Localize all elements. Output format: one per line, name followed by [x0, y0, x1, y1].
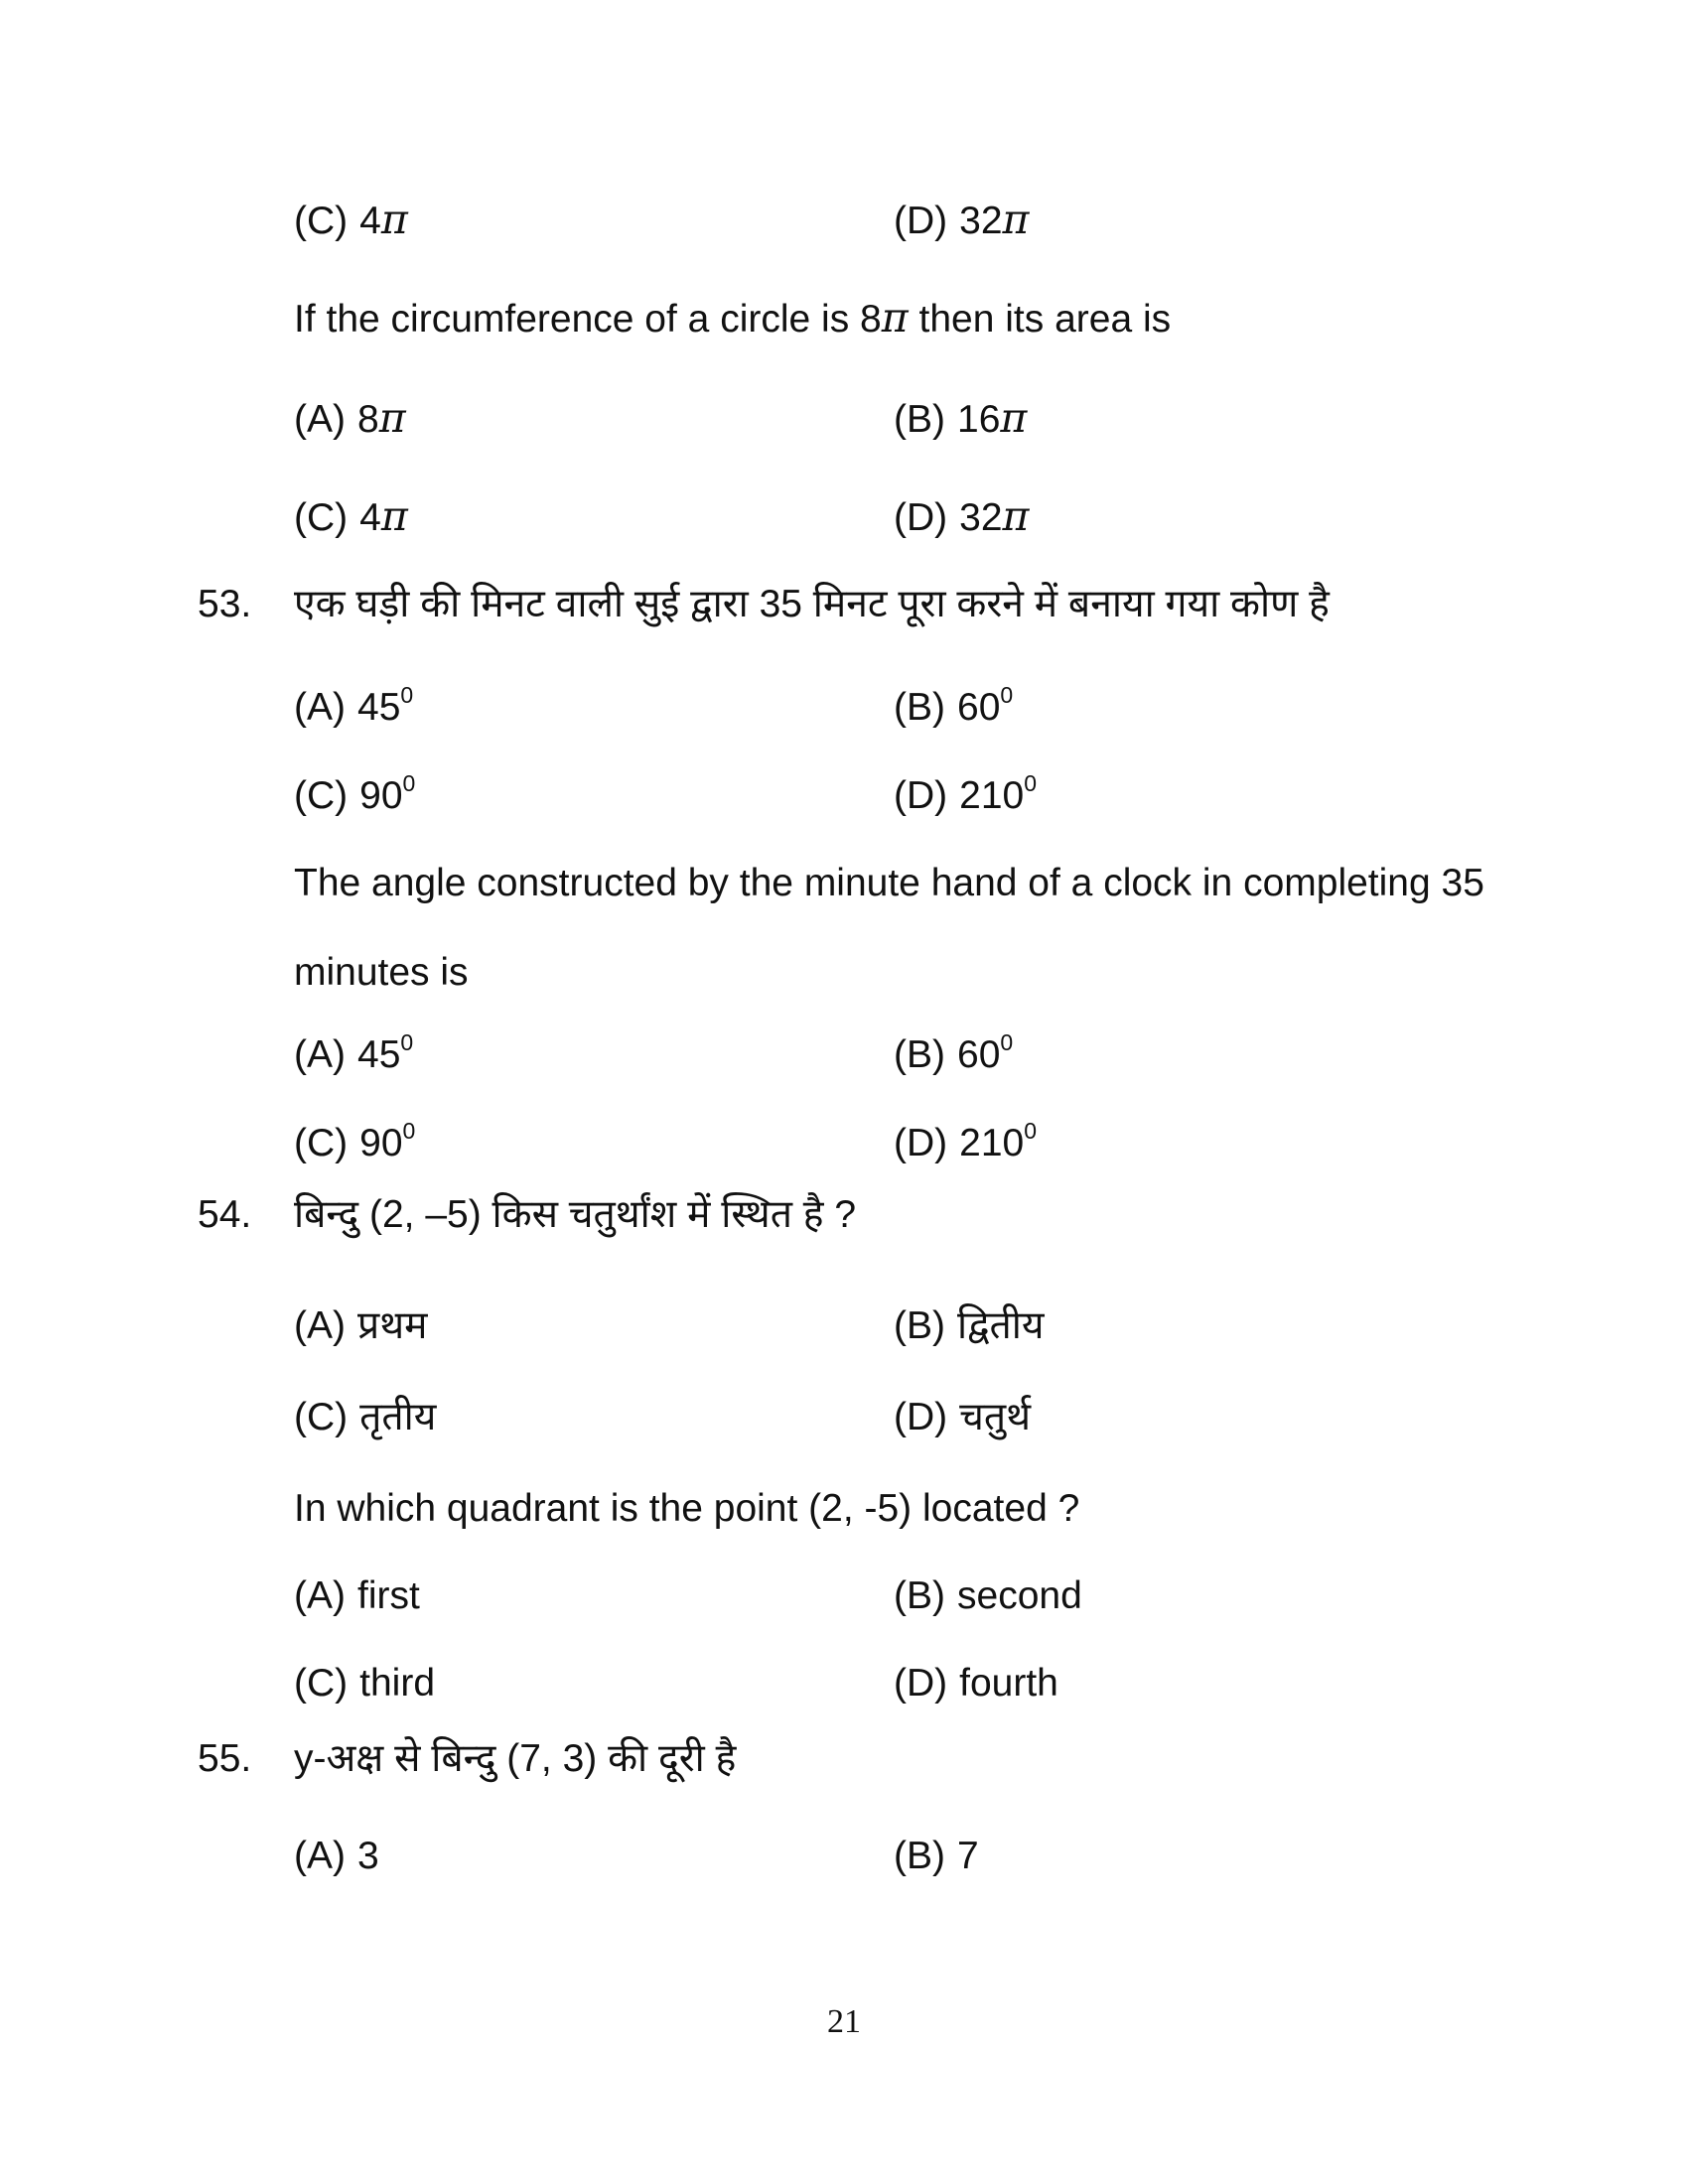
option-label: (B): [894, 1304, 945, 1347]
option-label: (D): [894, 1662, 948, 1705]
question-53-text-hindi: एक घड़ी की मिनट वाली सुई द्वारा 35 मिनट पूरा करने में बनाया गया कोण है: [294, 583, 1330, 625]
option-value: 90: [359, 774, 403, 817]
pi-symbol: π: [380, 492, 408, 540]
option-label: (B): [894, 1574, 945, 1617]
q53-en-option-d: [894, 1118, 1038, 1164]
q53-en-option-b: [894, 1029, 1014, 1076]
option-value: 4: [359, 200, 381, 242]
option-value: 32: [959, 200, 1003, 242]
option-label: (A): [294, 1574, 346, 1617]
option-label: (D): [894, 200, 948, 242]
cont-question-english: [294, 294, 1171, 343]
cont-option-row-ab: [294, 394, 1027, 444]
q54-hindi-option-row-ab: [294, 1302, 1044, 1350]
option-superscript: 0: [402, 770, 416, 796]
q53-hi-option-c: [294, 772, 894, 820]
option-label: (D): [894, 1396, 948, 1438]
option-label: (B): [894, 1033, 945, 1076]
pi-symbol: π: [380, 196, 408, 243]
question-53-english-line2: minutes is: [294, 951, 469, 994]
q53-en-option-a: [294, 1031, 894, 1079]
q54-en-option-c: [294, 1660, 894, 1707]
q54-english-option-row-ab: [294, 1572, 1082, 1620]
question-53-hindi-row: [198, 581, 1330, 628]
q55-option-a: [294, 1833, 894, 1880]
option-value: 32: [959, 496, 1003, 539]
q53-en-option-c: [294, 1120, 894, 1167]
q54-en-option-d: [894, 1662, 1058, 1705]
option-value: द्वितीय: [957, 1304, 1045, 1347]
cont-option-b: [894, 394, 1028, 442]
cont-option-d-top: [894, 196, 1030, 243]
question-53-english-line1: The angle constructed by the minute hand of a clock in completing 35: [294, 862, 1484, 904]
question-54-text-hindi: बिन्दु (2, –5) किस चतुर्थांश में स्थित है ?: [294, 1193, 857, 1236]
option-label: (A): [294, 1835, 346, 1877]
option-value: 210: [959, 1122, 1025, 1164]
option-superscript: 0: [1024, 770, 1038, 796]
option-superscript: 0: [1000, 682, 1014, 708]
option-value: third: [359, 1662, 436, 1705]
q54-hindi-option-row-cd: [294, 1394, 1031, 1441]
option-value: 4: [359, 496, 381, 539]
q54-en-option-b: [894, 1574, 1082, 1617]
option-label: (B): [894, 686, 945, 729]
option-label: (A): [294, 398, 346, 441]
cont-option-c-top: [294, 196, 894, 245]
option-value: 60: [957, 1033, 1001, 1076]
pi-symbol: π: [1002, 196, 1030, 243]
option-value: 45: [357, 1033, 401, 1076]
question-55-hindi-row: [198, 1735, 736, 1783]
option-label: (C): [294, 774, 349, 817]
option-value: 90: [359, 1122, 403, 1164]
option-label: (D): [894, 774, 948, 817]
q54-english-option-row-cd: [294, 1660, 1058, 1707]
option-label: (D): [894, 1122, 948, 1164]
page-number: 21: [827, 2003, 861, 2040]
option-value: fourth: [959, 1662, 1058, 1705]
option-label: (A): [294, 1304, 346, 1347]
option-superscript: 0: [402, 1118, 416, 1144]
q53-hi-option-a: [294, 684, 894, 732]
q54-hi-option-b: [894, 1304, 1044, 1347]
option-label: (A): [294, 1033, 346, 1076]
option-value: 3: [357, 1835, 379, 1877]
cont-option-row-cd-top: [294, 196, 1029, 245]
option-value: 8: [357, 398, 379, 441]
question-55-number: 55.: [198, 1737, 252, 1780]
question-text-part: then its area is: [908, 298, 1172, 341]
option-label: (A): [294, 686, 346, 729]
q53-hi-option-d: [894, 770, 1038, 817]
question-54-english: In which quadrant is the point (2, -5) located ?: [294, 1487, 1080, 1530]
option-superscript: 0: [1000, 1029, 1014, 1055]
pi-symbol: π: [378, 394, 406, 442]
q53-english-option-row-ab: [294, 1031, 1013, 1079]
pi-symbol: π: [881, 294, 909, 341]
q55-option-b: [894, 1835, 979, 1877]
q53-hi-option-b: [894, 682, 1014, 729]
option-value: 60: [957, 686, 1001, 729]
option-value: 210: [959, 774, 1025, 817]
option-label: (C): [294, 200, 349, 242]
q54-hi-option-a: [294, 1302, 894, 1350]
option-label: (C): [294, 1662, 349, 1705]
q53-hindi-option-row-ab: [294, 684, 1013, 732]
option-label: (C): [294, 1122, 349, 1164]
cont-option-d: [894, 492, 1030, 540]
option-superscript: 0: [400, 1029, 414, 1055]
option-label: (B): [894, 398, 945, 441]
option-label: (C): [294, 496, 349, 539]
q53-english-option-row-cd: [294, 1120, 1037, 1167]
option-value: तृतीय: [359, 1396, 437, 1438]
question-54-hindi-row: [198, 1191, 856, 1239]
option-value: second: [957, 1574, 1082, 1617]
q53-hindi-option-row-cd: [294, 772, 1037, 820]
q54-en-option-a: [294, 1572, 894, 1620]
q54-hi-option-d: [894, 1396, 1031, 1438]
pi-symbol: π: [1000, 394, 1028, 442]
option-label: (C): [294, 1396, 349, 1438]
option-superscript: 0: [400, 682, 414, 708]
q54-hi-option-c: [294, 1394, 894, 1441]
cont-option-row-cd: [294, 492, 1029, 542]
option-value: चतुर्थ: [959, 1396, 1032, 1438]
pi-symbol: π: [1002, 492, 1030, 540]
option-label: (D): [894, 496, 948, 539]
q55-option-row-ab: [294, 1833, 979, 1880]
option-value: 45: [357, 686, 401, 729]
option-value: 16: [957, 398, 1001, 441]
cont-option-c: [294, 492, 894, 542]
question-54-number: 54.: [198, 1193, 252, 1236]
option-value: 7: [957, 1835, 979, 1877]
option-label: (B): [894, 1835, 945, 1877]
option-superscript: 0: [1024, 1118, 1038, 1144]
question-55-text-hindi: y-अक्ष से बिन्दु (7, 3) की दूरी है: [294, 1737, 737, 1780]
cont-option-a: [294, 394, 894, 444]
question-text-part: If the circumference of a circle is 8: [294, 298, 882, 341]
option-value: first: [357, 1574, 420, 1617]
option-value: प्रथम: [357, 1304, 428, 1347]
question-53-number: 53.: [198, 583, 252, 625]
